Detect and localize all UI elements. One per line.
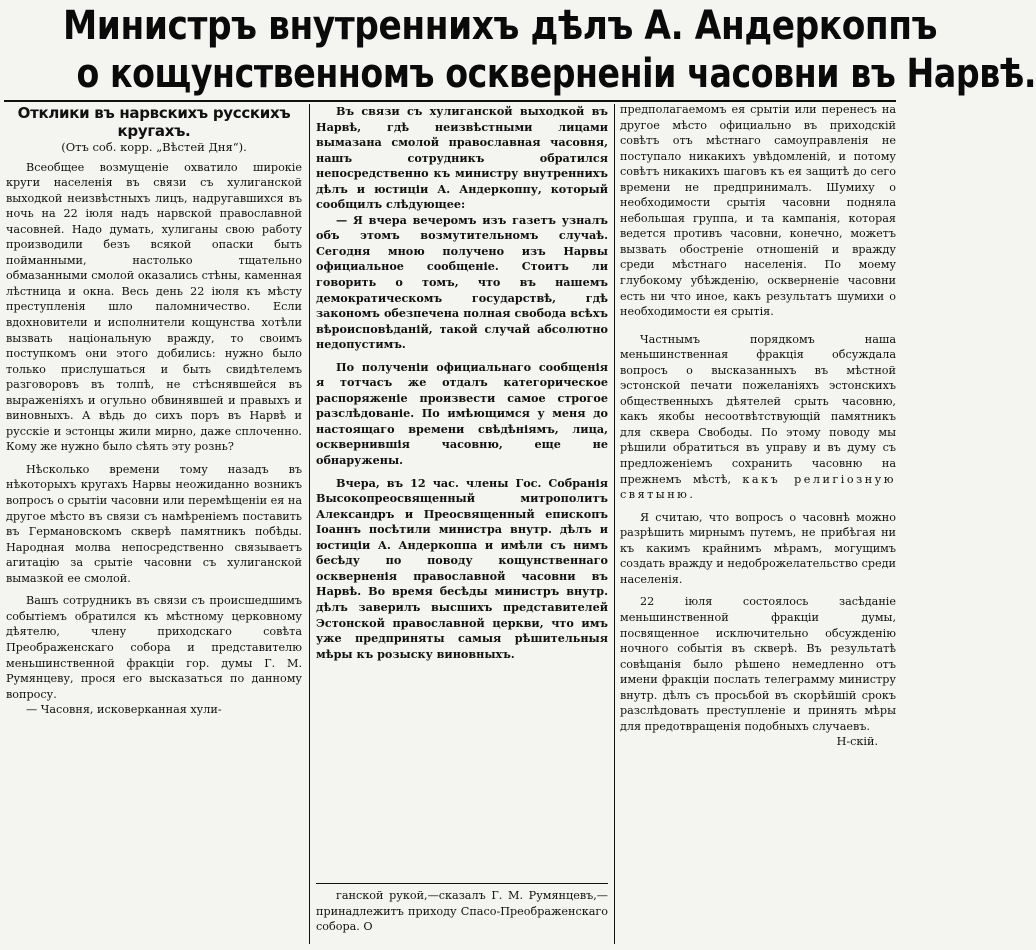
paragraph: Всеобщее возмущеніе охватило широкіе круги населенія въ связи съ хулиганской выходкой неизвѣстныхъ лицъ, надругавшихся въ ночь на 22 іюля надъ нарвской православной часовней. Надо думать, хулиганы свою работу производили безъ всякой опаски быть пойманными, настолько тщательно обмазанными смолой оказались стѣны, каменная лѣстница и окна. Весь день 22 іюля къ мѣсту преступленія шло паломничество. Если вдохновители и исполнители кощунства хотѣли вызвать національную вражду, то своимъ поступкомъ они этого добились: нужно было только прислушаться и быть свидѣтелемъ разговоровъ въ толпѣ, не стѣснявшейся въ выраженіяхъ и огульно обвинявшей и правыхъ и виновныхъ. А вѣдь до сихъ поръ въ Нарвѣ и русскіе и эстонцы жили мирно, даже сплоченно. Кому же нужно было сѣять эту рознь? (6, 160, 302, 454)
paragraph-text: Частнымъ порядкомъ наша меньшинственная фракція обсуждала вопросъ о высказанныхъ въ мѣстной эстонской печати пожеланіяхъ эстонскихъ общественныхъ дѣятелей срыть часовню, какъ якобы несоотвѣтствующій памятникъ для сквера Свободы. По этому поводу мы рѣшили обратиться въ управу и въ думу съ предложеніемъ сохранить часовню на прежнемъ мѣстѣ, (620, 332, 896, 486)
column-1 (6, 104, 302, 948)
headline-line-2: о кощунственномъ оскверненіи часовни въ Нарвѣ. (76, 51, 1036, 97)
column-1-subhead: Отклики въ нарвскихъ русскихъ кругахъ. (17, 104, 291, 140)
paragraph: 22 іюля состоялось засѣданіе меньшинственной фракціи думы, посвященное исключительно обсужденію ночного событія въ скверѣ. Въ результатѣ совѣщанія было рѣшено немедленно отъ имени фракціи послать телеграмму министру внутр. дѣлъ съ просьбой въ скорѣйшій срокъ разслѣдовать преступленіе и принять мѣры для предотвращенія подобныхъ случаевъ. (620, 595, 896, 733)
paragraph: Вчера, въ 12 час. члены Гос. Собранія Высокопреосвященный митрополитъ Александръ и Преосвященный епископъ Іоаннъ посѣтили министра внутр. дѣлъ и юстиціи А. Андеркоппа и имѣли съ нимъ бесѣду по поводу кощунственнаго оскверненія православной часовни въ Нарвѣ. Во время бесѣды министръ внутр. дѣлъ заверилъ высшихъ представителей Эстонской православной церкви, что имъ уже предприняты самыя рѣшительныя мѣры къ розыску виновныхъ. (316, 475, 608, 661)
paragraph: Я считаю, что вопросъ о часовнѣ можно разрѣшить мирнымъ путемъ, не прибѣгая ни къ какимъ крайнимъ мѣрамъ, могущимъ создать вражду и недоброжелательство среди населенія. (620, 510, 896, 586)
headline-line-1: Министръ внутреннихъ дѣлъ А. Андеркоппъ (63, 3, 938, 49)
paragraph: — Я вчера вечеромъ изъ газетъ узналъ объ этомъ возмутительномъ случаѣ. Сегодня мною получено изъ Нарвы официальное сообщеніе. Стоитъ ли говорить о томъ, что въ нашемъ демократическомъ государствѣ, гдѣ закономъ обезпечена полная свобода всѣхъ вѣроисповѣданій, такой случай абсолютно недопустимъ. (316, 212, 608, 352)
paragraph: ганской рукой,—сказалъ Г. М. Румянцевъ,— принадлежитъ приходу Спасо-Преображенскаго собора. О (316, 889, 608, 933)
headline (0, 2, 1036, 98)
signature: Н-скій. (836, 735, 878, 749)
paragraph: Въ связи съ хулиганской выходкой въ Нарвѣ, гдѣ неизвѣстными лицами вымазана смолой православная часовня, нашъ сотрудникъ обратился непосредственно къ министру внутреннихъ дѣлъ и юстиціи А. Андеркоппу, который сообщилъ слѣдующее: (316, 104, 608, 212)
paragraph: — Часовня, исковерканная хули- (26, 703, 222, 717)
column-2 (316, 104, 608, 884)
correspondent-source: (Отъ соб. корр. „Вѣстей Дня“). (61, 140, 247, 154)
column-2-continuation (316, 888, 608, 950)
paragraph: По полученіи официальнаго сообщенія я тотчасъ же отдалъ категорическое распоряженіе произвести самое строгое разслѣдованіе. По имѣющимся у меня до настоящаго времени свѣдѣніямъ, лица, осквернившія часовню, еще не обнаружены. (316, 359, 608, 468)
paragraph: предполагаемомъ ея срытіи или перенесъ на другое мѣсто официально въ приходскій совѣтъ отъ мѣстнаго самоуправленія не поступало никакихъ увѣдомленій, и потому совѣтъ никакихъ шаговъ къ ея защитѣ до сего времени не предпринималъ. Шумиху о необходимости срытія часовни подняла небольшая группа, и та кампанія, которая ведется противъ часовни, конечно, можетъ вызвать обостреніе отношеній и вражду среди мѣстнаго населенія. По моему глубокому убѣжденію, оскверненіе часовни есть ни что иное, какъ результатъ шумихи о необходимости ея срытія. (620, 103, 896, 319)
paragraph: Вашъ сотрудникъ въ связи съ происшедшимъ событіемъ обратился къ мѣстному церковному дѣятелю, члену приходскаго совѣта Преображенскаго собора и представителю меньшинственной фракціи гор. думы Г. М. Румянцеву, прося его высказаться по данному вопросу. (6, 594, 302, 701)
spaced-emphasis: какъ религіозную святыню. (620, 472, 896, 502)
column-rule-1 (309, 104, 310, 944)
paragraph (620, 332, 896, 503)
column-2-bottom-rule (316, 883, 608, 884)
paragraph: Нѣсколько времени тому назадъ въ нѣкоторыхъ кругахъ Нарвы неожиданно возникъ вопросъ о срытіи часовни или перемѣщеніи ея на другое мѣсто въ связи съ намѣреніемъ поставить въ Германовскомъ скверѣ памятникъ побѣды. Народная молва непосредственно связываетъ агитацію за срытіе часовни съ хулиганской вымазкой ее смолой. (6, 462, 302, 585)
column-3 (620, 102, 896, 946)
column-rule-2 (614, 104, 615, 944)
